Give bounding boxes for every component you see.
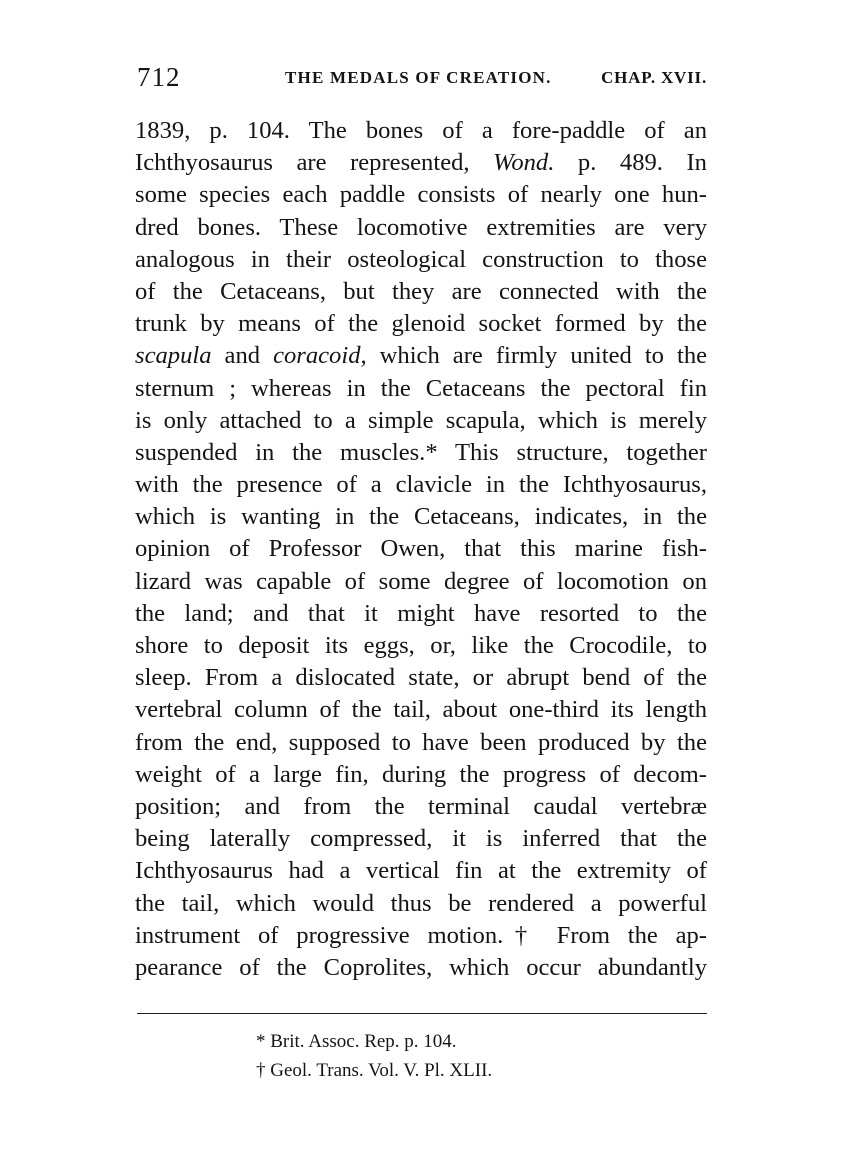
text-line: dred bones. These locomotive extremities are very bbox=[135, 213, 707, 241]
text-line: 1839, p. 104. The bones of a fore-paddle of an bbox=[135, 117, 707, 144]
page-number: 712 bbox=[137, 62, 181, 92]
text-line: sleep. From a dislocated state, or abrupt bend of the bbox=[135, 664, 707, 692]
text-line: with the presence of a clavicle in the Ichthyosaurus, bbox=[135, 471, 707, 499]
text-line: sternum ; whereas in the Cetaceans the pectoral fin bbox=[135, 374, 707, 402]
footnote: * Brit. Assoc. Rep. p. 104. bbox=[256, 1031, 457, 1052]
text-line: of the Cetaceans, but they are connected with the bbox=[135, 277, 707, 305]
footnote-divider bbox=[137, 1013, 707, 1014]
text-line: is only attached to a simple scapula, which is merely bbox=[135, 406, 707, 434]
text-line: analogous in their osteological construction to those bbox=[135, 245, 707, 273]
footnote: † Geol. Trans. Vol. V. Pl. XLII. bbox=[256, 1060, 493, 1081]
text-line: vertebral column of the tail, about one-third its length bbox=[135, 696, 707, 724]
running-header bbox=[137, 62, 707, 92]
text-line: weight of a large fin, during the progress of decom- bbox=[135, 760, 707, 788]
text-line: trunk by means of the glenoid socket formed by the bbox=[135, 310, 707, 338]
text-line: shore to deposit its eggs, or, like the Crocodile, to bbox=[135, 632, 707, 659]
text-line: lizard was capable of some degree of locomotion on bbox=[135, 567, 707, 595]
text-line: position; and from the terminal caudal vertebræ bbox=[135, 792, 707, 820]
body-text bbox=[135, 115, 707, 984]
text-line: suspended in the muscles.* This structure, together bbox=[135, 438, 707, 466]
text-line: the tail, which would thus be rendered a powerful bbox=[135, 889, 707, 917]
text-line: some species each paddle consists of nearly one hun- bbox=[135, 181, 707, 209]
text-line: Ichthyosaurus are represented, Wond. p. 489. In bbox=[135, 149, 707, 177]
running-title: THE MEDALS OF CREATION. bbox=[285, 68, 552, 87]
text-line: scapula and coracoid, which are firmly united to the bbox=[135, 342, 708, 370]
text-line: being laterally compressed, it is inferred that the bbox=[135, 825, 707, 853]
text-line: Ichthyosaurus had a vertical fin at the extremity of bbox=[135, 857, 707, 885]
text-line: the land; and that it might have resorted to the bbox=[135, 599, 707, 627]
chapter-label: CHAP. XVII. bbox=[601, 68, 707, 87]
text-line: from the end, supposed to have been produced by the bbox=[135, 728, 707, 756]
text-line: pearance of the Coprolites, which occur abundantly bbox=[135, 953, 707, 981]
text-line: which is wanting in the Cetaceans, indicates, in the bbox=[135, 503, 707, 531]
text-line: opinion of Professor Owen, that this marine fish- bbox=[135, 535, 707, 563]
text-line: instrument of progressive motion.† From the ap- bbox=[135, 921, 707, 949]
footnotes bbox=[256, 1027, 492, 1085]
